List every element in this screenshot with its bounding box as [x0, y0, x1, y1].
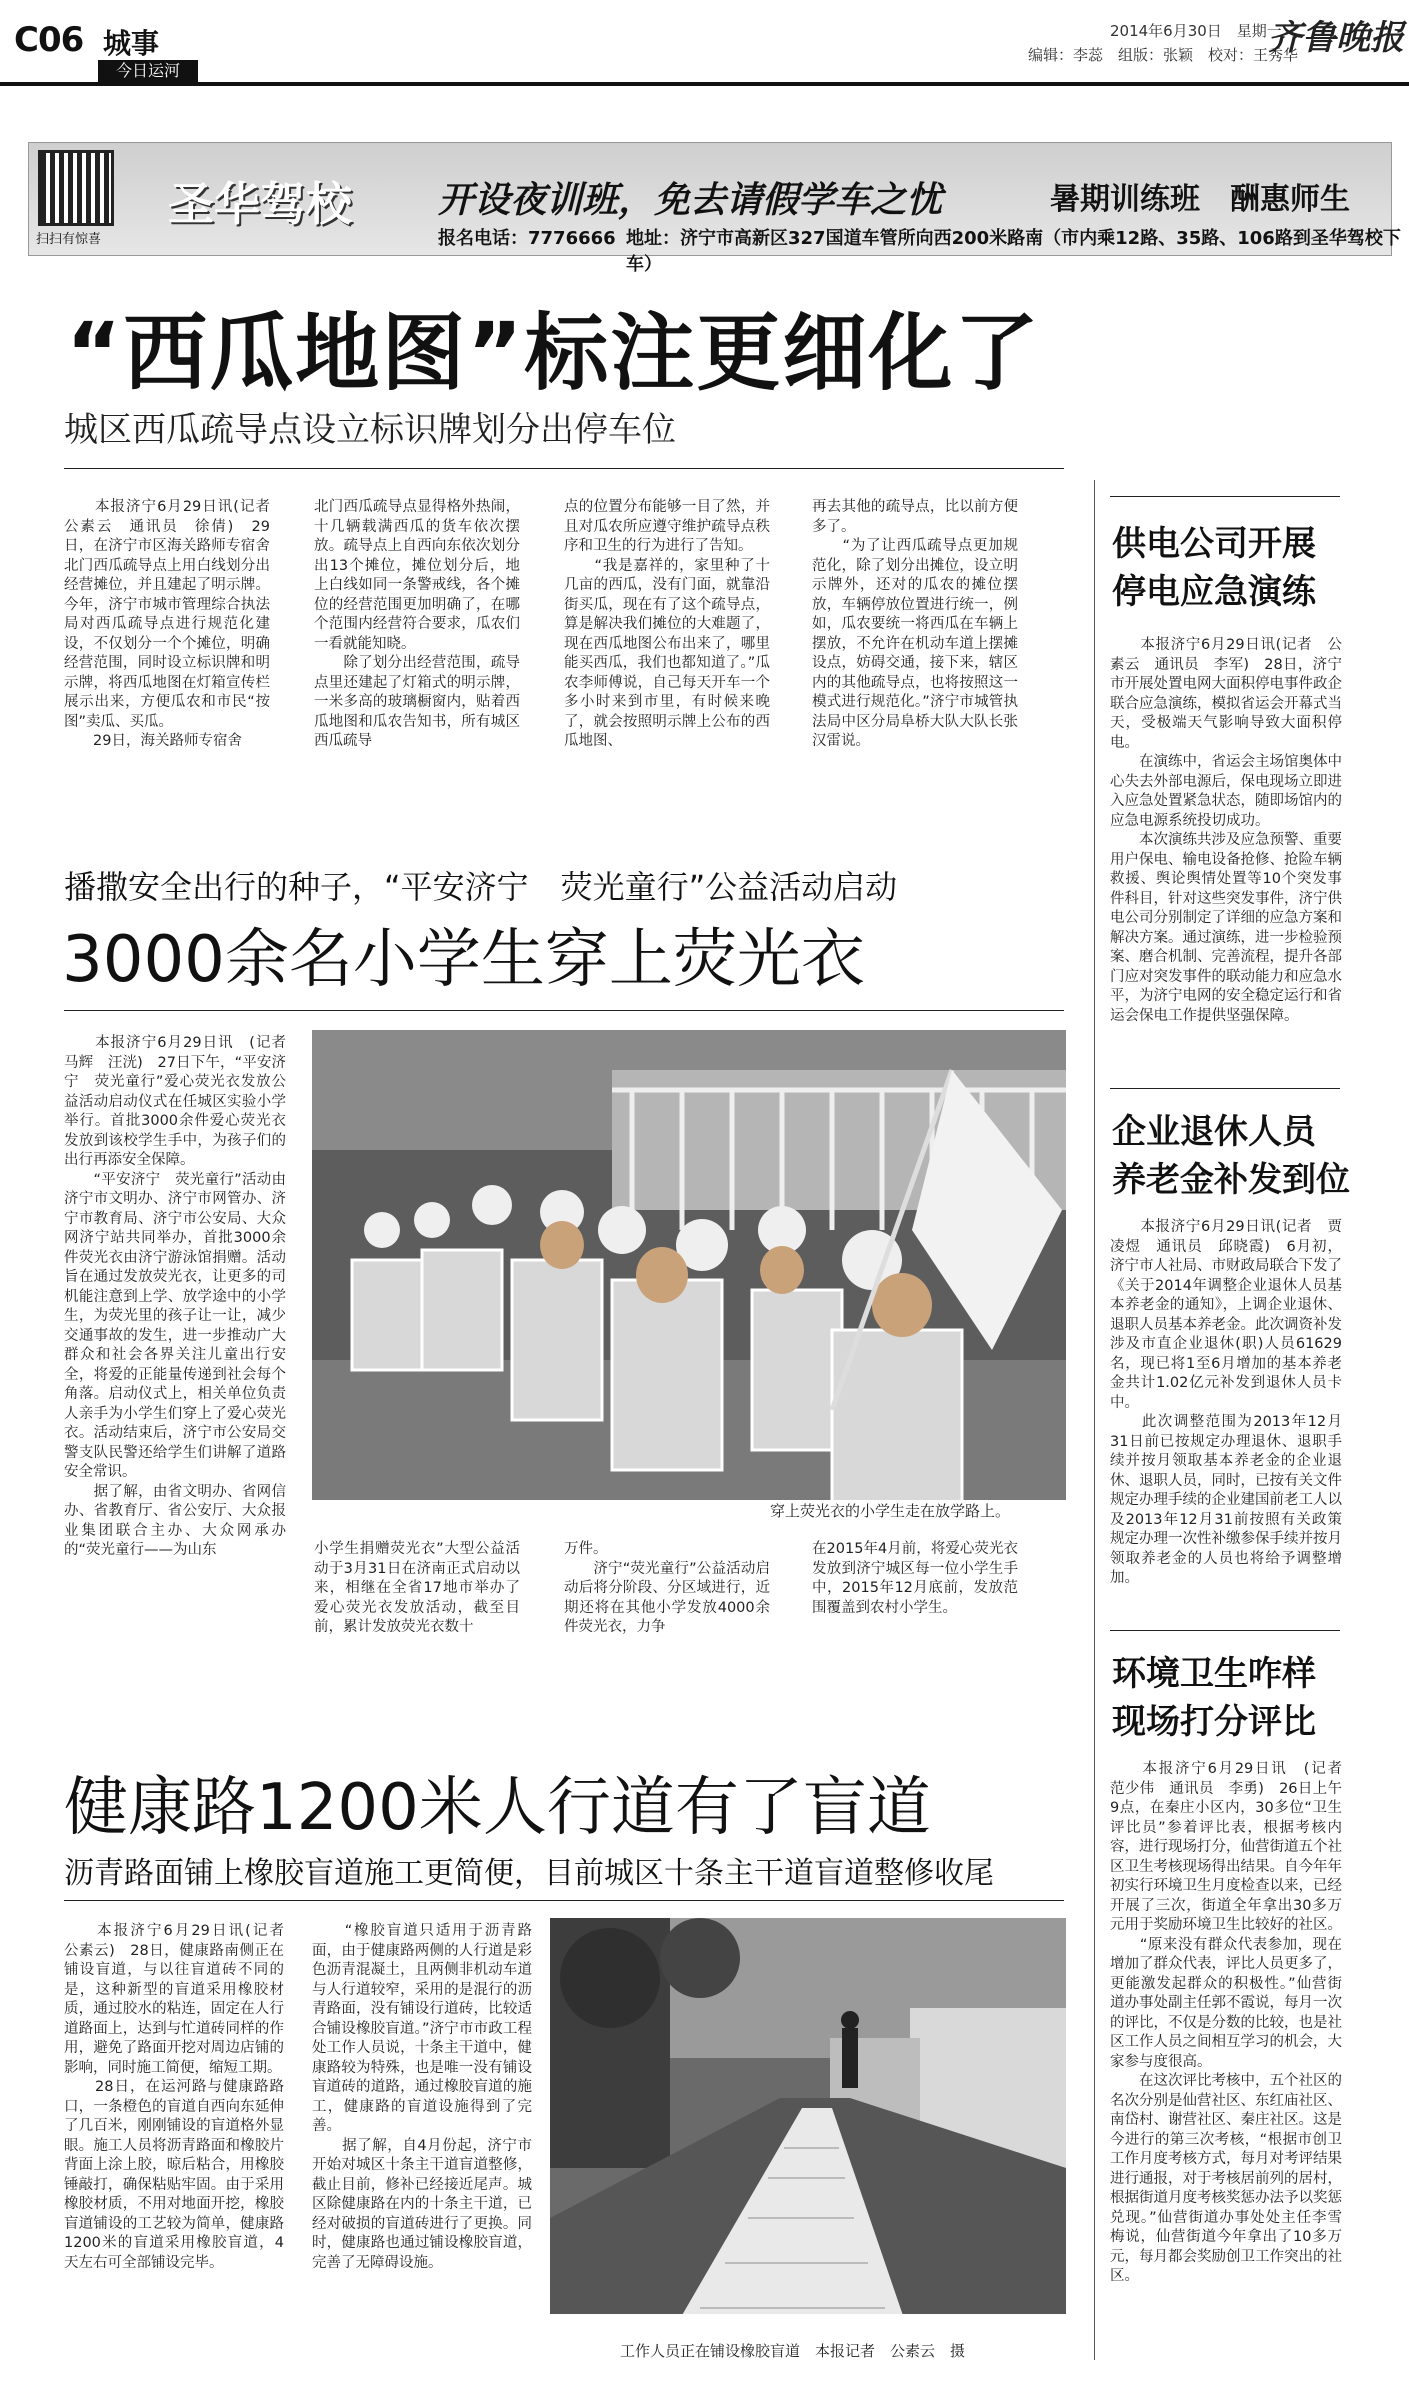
article1-headline: “西瓜地图”标注更细化了: [66, 304, 1041, 402]
article2-bottom-column-3: 在2015年4月前，将爱心荧光衣发放到济宁城区每一位小学生手中，2015年12月底前，发放范围覆盖到农村小学生。: [812, 1541, 1018, 1616]
sidebar-item3-body: 本报济宁6月29日讯 (记者 范少伟 通讯员 李勇) 26日上午9点，在秦庄小区内，30多位“卫生评比员”参着评比表，根据考核内容，进行现场打分，仙营街道五个社区卫生考核现场得出结果。自今年年初实行环境卫生月度检查以来，已经开展了三次，街道全年拿出30多万元用于奖励环境卫生比较好的社区。 “原来没有群众代表参加，现在增加了群众代表，评比人员更多了，更能激发起群众的积极性。”仙营街道办事处副主任郭不霞说，每月一次的评比，不仅是分数的比较，也是社区工作人员之间相互学习的机会，大家参与度很高。 在这次评比考核中，五个社区的名次分别是仙营社区、东红庙社区、南岱村、谢营社区、秦庄社区。这是今进行的第三次考核，“根据市创卫工作月度考核方式，每月对考评结果进行通报，对于考核居前列的居村，根据街道月度考核奖惩办法予以奖惩兑现。”仙营街道办事处处主任李雪梅说，仙营街道今年拿出了10多万元，每月都会奖励创卫工作突出的社区。: [1110, 1761, 1342, 2284]
ad-school-name: 圣华驾校: [168, 177, 352, 231]
sidebar-item2-body: 本报济宁6月29日讯(记者 贾凌煜 通讯员 邱晓霞) 6月初，济宁市人社局、市财政局联合下发了《关于2014年调整企业退休人员基本养老金的通知》，上调企业退休、退职人员基本养老金。此次调资补发涉及市直企业退休(职)人员61629名，现已将1至6月增加的基本养老金共计1.02亿元补发到退休人员卡中。 此次调整范围为2013年12月31日前已按规定办理退休、退职手续并按月领取基本养老金的企业退休、退职人员，同时，已按有关文件规定办理手续的企业建国前老工人以及2013年12月31前按照有关政策规定办理一次性补缴参保手续并按月领取养老金的人员也将给予调整增加。: [1110, 1219, 1342, 1586]
sidebar-item2-headline: [1112, 1108, 1350, 1204]
article2-bottom-column-2: 万件。 济宁“荧光童行”公益活动启动后将分阶段、分区域进行，近期还将在其他小学发放4000余件荧光衣，力争: [564, 1541, 770, 1635]
article3-rule: [64, 1900, 1064, 1901]
sidebar-item1-line2: 停电应急演练: [1112, 572, 1316, 612]
ad-phone: 报名电话：7776666: [438, 228, 616, 249]
article3-subhead: 沥青路面铺上橡胶盲道施工更简便，目前城区十条主干道盲道整修收尾: [64, 1856, 994, 1891]
sidebar-rule-top: [1110, 496, 1340, 497]
sidebar-divider: [1094, 480, 1095, 2360]
article1-column-4: 再去其他的疏导点，比以前方便多了。 “为了让西瓜疏导点更加规范化，除了划分出摊位，设立明示牌外，还对的瓜农的摊位摆放，车辆停放位置进行统一，例如，瓜农要统一将西瓜在车辆上摆放，不允许在机动车道上摆摊设点，妨碍交通，接下来，辖区内的其他疏导点，也将按照这一模式进行规范化。”济宁市城管执法局中区分局阜桥大队大队长张汉雷说。: [812, 499, 1018, 749]
students-photo: [312, 1030, 1066, 1528]
ad-address: 地址：济宁市高新区327国道车管所向西200米路南（市内乘12路、35路、106路到圣华驾校下车）: [626, 228, 1401, 275]
article2-intro: 播撒安全出行的种子，“平安济宁 荧光童行”公益活动启动: [64, 868, 898, 906]
sidebar-rule-2: [1110, 1088, 1340, 1089]
sidebar-item1-line1: 供电公司开展: [1112, 524, 1316, 564]
qr-label: 扫扫有惊喜: [36, 232, 102, 247]
article3-headline: 健康路1200米人行道有了盲道: [64, 1771, 931, 1845]
sidebar-item2-line2: 养老金补发到位: [1112, 1160, 1350, 1200]
article3-column-1: 本报济宁6月29日讯(记者 公素云) 28日，健康路南侧正在铺设盲道，与以往盲道砖不同的是，这种新型的盲道采用橡胶材质，通过胶水的粘连，固定在人行道路面上，达到与忙道砖同样的作用，避免了路面开挖对周边店铺的影响，同时施工简便，缩短工期。 28日，在运河路与健康路路口，一条橙色的盲道自西向东延伸了几百米，刚刚铺设的盲道格外显眼。施工人员将沥青路面和橡胶片背面上涂上胶，晾后粘合，用橡胶锤敲打，确保粘贴牢固。由于采用橡胶材质，不用对地面开挖，橡胶盲道铺设的工艺较为简单，健康路1200米的盲道采用橡胶盲道，4天左右可全部铺设完毕。: [64, 1923, 284, 2271]
qr-code-icon[interactable]: [38, 150, 114, 226]
masthead-rule: [0, 82, 1409, 86]
article1-column-1: 本报济宁6月29日讯(记者 公素云 通讯员 徐倩) 29日，在济宁市区海关路师专宿舍北门西瓜疏导点上用白线划分出经营摊位，并且建起了明示牌。今年，济宁市城市管理综合执法局对西瓜疏导点进行规范化建设，不仅划分一个个摊位，明确经营范围，同时设立标识牌和明示牌，将西瓜地图在灯箱宣传栏展示出来，方便瓜农和市民“按图”卖瓜、买瓜。 29日，海关路师专宿舍: [64, 499, 270, 749]
newspaper-logo: 齐鲁晚报: [1268, 18, 1404, 58]
sidebar-item1-body: 本报济宁6月29日讯(记者 公素云 通讯员 李军) 28日，济宁市开展处置电网大面积停电事件政企联合应急演练，模拟省运会开幕式当天，受极端天气影响导致大面积停电。 在演练中，省运会主场馆奥体中心失去外部电源后，保电现场立即进入应急处置紧急状态，随即场馆内的应急电源系统投切成功。 本次演练共涉及应急预警、重要用户保电、输电设备抢修、抢险车辆救援、舆论舆情处置等10个突发事件科目，针对这些突发事件，济宁供电公司分别制定了详细的应急方案和解决方案。通过演练，进一步检验预案、磨合机制、完善流程，提升各部门应对突发事件的联动能力和应急水平，为济宁电网的安全稳定运行和省运会保电工作提供坚强保障。: [1110, 637, 1342, 1024]
sidebar-item2-line1: 企业退休人员: [1112, 1112, 1316, 1152]
article3-column-2: “橡胶盲道只适用于沥青路面，由于健康路两侧的人行道是彩色沥青混凝土，且两侧非机动车道与人行道较窄，采用的是混行的沥青路面，没有铺设行道砖，比较适合铺设橡胶盲道。”济宁市市政工程处工作人员说，十条主干道中，健康路较为特殊，也是唯一没有铺设盲道砖的道路，通过橡胶盲道的施工，健康路的盲道设施得到了完善。 据了解，自4月份起，济宁市开始对城区十条主干道盲道整修，截止目前，修补已经接近尾声。城区除健康路在内的十条主干道，已经对破损的盲道砖进行了更换。同时，健康路也通过铺设橡胶盲道，完善了无障碍设施。: [312, 1923, 532, 2271]
section-title: 城事: [103, 27, 160, 60]
article1-rule: [64, 468, 1064, 469]
students-photo-caption: 穿上荧光衣的小学生走在放学路上。: [770, 1502, 1011, 1520]
ad-slogan: 开设夜训班，免去请假学车之忧: [438, 180, 943, 221]
students-photo-art: [312, 1030, 1066, 1528]
ad-promo: 暑期训练班 酬惠师生: [1050, 182, 1350, 217]
sidebar-item3-headline: [1112, 1650, 1316, 1746]
article1-subhead: 城区西瓜疏导点设立标识牌划分出停车位: [64, 410, 676, 450]
sidebar-item3-line2: 现场打分评比: [1112, 1702, 1316, 1742]
date: 2014年6月30日 星期一: [1110, 22, 1282, 40]
article2-rule: [64, 1010, 1064, 1011]
article2-headline: 3000余名小学生穿上荧光衣: [62, 923, 865, 997]
article1-column-2: 北门西瓜疏导点显得格外热闹，十几辆载满西瓜的货车依次摆放。疏导点上自西向东依次划分出13个摊位，摊位划分后，地上白线如同一条警戒线，各个摊位的经营范围更加明确了，在哪个范围内经营符合要求，瓜农们一看就能知晓。 除了划分出经营范围，疏导点里还建起了灯箱式的明示牌，一米多高的玻璃橱窗内，贴着西瓜地图和瓜农告知书，所有城区西瓜疏导: [314, 499, 520, 749]
article1-column-3: 点的位置分布能够一目了然，并且对瓜农所应遵守维护疏导点秩序和卫生的行为进行了告知。 “我是嘉祥的，家里种了十几亩的西瓜，没有门面，就靠沿街买瓜，现在有了这个疏导点，算是解决我们摊位的大难题了，现在西瓜地图公布出来了，哪里能买西瓜，我们也都知道了。”瓜农李师傅说，自己每天开车一个多小时来到市里，有时候来晚了，就会按照明示牌上公布的西瓜地图、: [564, 499, 770, 749]
sidebar-rule-3: [1110, 1630, 1340, 1631]
article2-left-column: 本报济宁6月29日讯 (记者 马辉 汪洸) 27日下午，“平安济宁 荧光童行”爱心荧光衣发放公益活动启动仪式在任城区实验小学举行。首批3000余件爱心荧光衣发放到该校学生手中，为孩子们的出行再添安全保障。 “平安济宁 荧光童行”活动由济宁市文明办、济宁市网管办、济宁市教育局、济宁市公安局、大众网济宁站共同举办，首批3000余件荧光衣由济宁游泳馆捐赠。活动旨在通过发放荧光衣，让更多的司机能注意到上学、放学途中的小学生，为荧光里的孩子让一让，减少交通事故的发生，进一步推动广大群众和社会各界关注儿童出行安全，将爱的正能量传递到社会每个角落。启动仪式上，相关单位负责人亲手为小学生们穿上了爱心荧光衣。活动结束后，济宁市公安局交警支队民警还给学生们讲解了道路安全常识。 据了解，由省文明办、省网信办、省教育厅、省公安厅、大众报业集团联合主办、大众网承办的“荧光童行——为山东: [64, 1035, 286, 1558]
editor-credits: 编辑：李蕊 组版：张颖 校对：王秀华: [1028, 46, 1299, 64]
article2-bottom-column-1: 小学生捐赠荧光衣”大型公益活动于3月31日在济南正式启动以来，相继在全省17地市举办了爱心荧光衣发放活动，截至目前，累计发放荧光衣数十: [314, 1541, 520, 1635]
tactile-paving-photo-caption: 工作人员正在铺设橡胶盲道 本报记者 公素云 摄: [620, 2342, 966, 2360]
tactile-paving-photo-art: [550, 1918, 1066, 2336]
sidebar-item3-line1: 环境卫生咋样: [1112, 1654, 1316, 1694]
page-number: C06: [14, 20, 84, 60]
tactile-paving-photo: [550, 1918, 1066, 2336]
subsection-badge: 今日运河: [98, 60, 198, 82]
sidebar-item1-headline: [1112, 520, 1316, 616]
